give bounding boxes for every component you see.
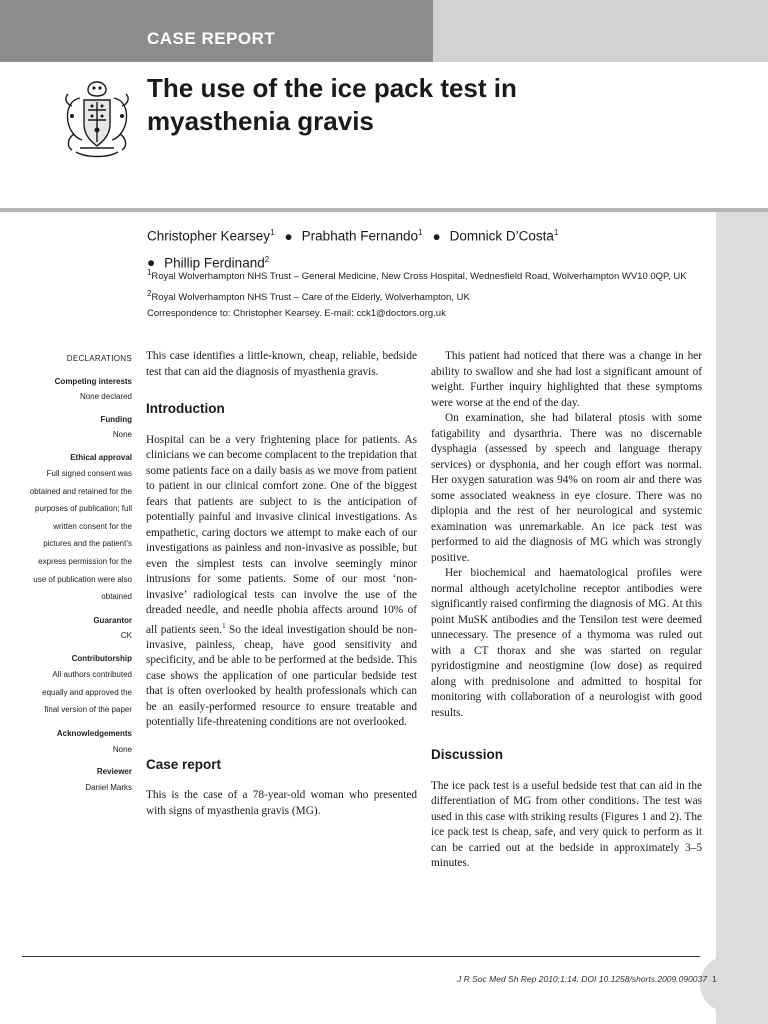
society-crest-icon [58, 76, 136, 160]
title-line-2: myasthenia gravis [147, 106, 374, 136]
affiliation-sup: 1 [147, 268, 152, 277]
declaration-heading: Acknowledgements [56, 729, 132, 739]
affiliation-text: Royal Wolverhampton NHS Trust – Care of the Elderly, Wolverhampton, UK [151, 291, 470, 303]
author-name: Domnick D’Costa [449, 228, 554, 244]
declaration-text: Full signed consent was obtained and retained for the purposes of publication; full written consent for the pictures and the patient’s express permission for the use of publication were also obtained [29, 469, 132, 602]
body-paragraph: The ice pack test is a useful bedside test that can aid in the differentiation of MG from other conditions. The test was used in this case with striking results (Figures 1 and 2). The ice pack test is cheap, safe, and very quick to perform as it can be carried out at the bedside in approximately 3–5 minutes. [431, 779, 702, 869]
body-column-right [431, 349, 702, 872]
body-text: So the ideal investigation should be non-invasive, painless, cheap, have good sensitivity and specificity, and be able to be performed at the bedside. This case shows the application of one particular bedside test that is often overlooked by health professionals which can be an easily-performed resource to ensure treatable and potentially life-threatening conditions are not overlooked. [146, 623, 417, 729]
author-affil-sup: 1 [270, 228, 275, 237]
declaration-text: All authors contributed equally and approved the final version of the paper [42, 670, 132, 715]
body-paragraph: On examination, she had bilateral ptosis with some fatigability and dysarthria. There was no discernable dysphagia (assessed by speech and language therapy services) or dysphonia, and her cough effort was normal. Her oxygen saturation was 94% on room air and there was some associated weakness in eye closure. There was no diplopia and the rest of her neurological and systemic examination was unremarkable. An ice pack test was performed to aid the diagnosis of MG which was strongly positive. [431, 412, 702, 564]
side-strip [716, 212, 768, 1024]
body-paragraph: This patient had noticed that there was a change in her ability to swallow and she had lost a significant amount of weight. Further inquiry highlighted that these symptoms were worse at the end of the day. [431, 350, 702, 409]
abstract-paragraph: This case identifies a little-known, cheap, reliable, bedside test that can aid the diagnosis of myasthenia gravis. [146, 350, 417, 378]
reference-sup: 1 [222, 621, 226, 630]
section-label: CASE REPORT [147, 29, 276, 48]
author-name: Prabhath Fernando [301, 228, 419, 244]
declarations-label: DECLARATIONS [66, 354, 132, 363]
page-number: 1 [712, 974, 717, 984]
declaration-heading: Contributorship [71, 653, 132, 663]
section-heading: Discussion [431, 747, 504, 762]
body-column-left [146, 349, 417, 819]
author-affil-sup: 1 [418, 228, 423, 237]
declaration-heading: Ethical approval [70, 452, 132, 462]
declaration-heading: Reviewer [96, 767, 132, 777]
declaration-heading: Competing interests [54, 376, 132, 386]
author-affil-sup: 1 [553, 228, 559, 237]
author-name: Christopher Kearsey [147, 228, 271, 244]
banner-right-block [433, 0, 768, 62]
header-rule [0, 208, 768, 212]
affiliation-2 [147, 286, 707, 307]
article-title [147, 72, 707, 138]
declaration-heading: Funding [100, 414, 132, 424]
bullet-separator: ● [284, 228, 293, 244]
footer-citation: J R Soc Med Sh Rep 2010;1:14. DOI 10.1258/shorts.2009.090037 [457, 974, 707, 984]
body-paragraph [146, 433, 417, 731]
declaration-text: None declared [79, 392, 132, 401]
declaration-heading: Guarantor [93, 615, 132, 625]
author-affil-sup: 2 [264, 254, 270, 264]
body-text: Hospital can be a very frightening place for patients. As clinicians we can become complacent to the trepidation that some patients face on a daily basis as we move from patient to patient in our clinical comfort zone. One of the biggest fears that patients are subject to is the anticipation of potentially painful and invasive clinical investigations. As empathetic, caring doctors we attempt to make each of our investigations as painless and non-invasive as possible, but even the simplest tests can involve seemingly minor intrusions for some patients. Some of our most ‘non-invasive’ radiological tests can involve the use of the dreaded needle, and needle phobia affects around 10% of all patients seen. [146, 433, 417, 636]
section-heading: Case report [146, 756, 222, 772]
body-paragraph: This is the case of a 78-year-old woman who presented with signs of myasthenia gravis (MG). [146, 789, 417, 817]
declaration-text: CK [120, 631, 132, 641]
body-paragraph: Her biochemical and haematological profiles were normal although acetylcholine receptor antibodies were significantly raised confirming the diagnosis of MG. At this point MuSK antibodies and the Tensilon test were deemed unnecessary. The presence of a thymoma was ruled out with a CT thorax and she was started on regular pyridostigmine and neostigmine (low dose) as required along with prednisolone and admitted to hospital for monitoring with collaboration of a neurologist with good results. [431, 567, 702, 719]
footer-rule [22, 956, 700, 957]
page-tab [700, 956, 756, 1012]
affiliation-1 [147, 265, 707, 286]
declaration-text: None [112, 744, 132, 754]
declaration-text: None [112, 430, 132, 439]
affiliation-sup: 2 [147, 288, 152, 298]
declarations-sidebar [20, 351, 132, 795]
affiliations [147, 265, 707, 323]
title-line-1: The use of the ice pack test in [147, 73, 517, 103]
author-name: Phillip Ferdinand [164, 255, 265, 270]
declaration-text: Daniel Marks [85, 782, 132, 792]
section-heading: Introduction [146, 401, 225, 416]
bullet-separator: ● [147, 255, 156, 270]
affiliation-text: Royal Wolverhampton NHS Trust – General Medicine, New Cross Hospital, Wednesfield Road, Wolverhampton WV10 0QP, UK [151, 271, 687, 283]
bullet-separator: ● [432, 228, 441, 244]
correspondence: Correspondence to: Christopher Kearsey. E-mail: cck1@doctors.org.uk [147, 308, 446, 320]
